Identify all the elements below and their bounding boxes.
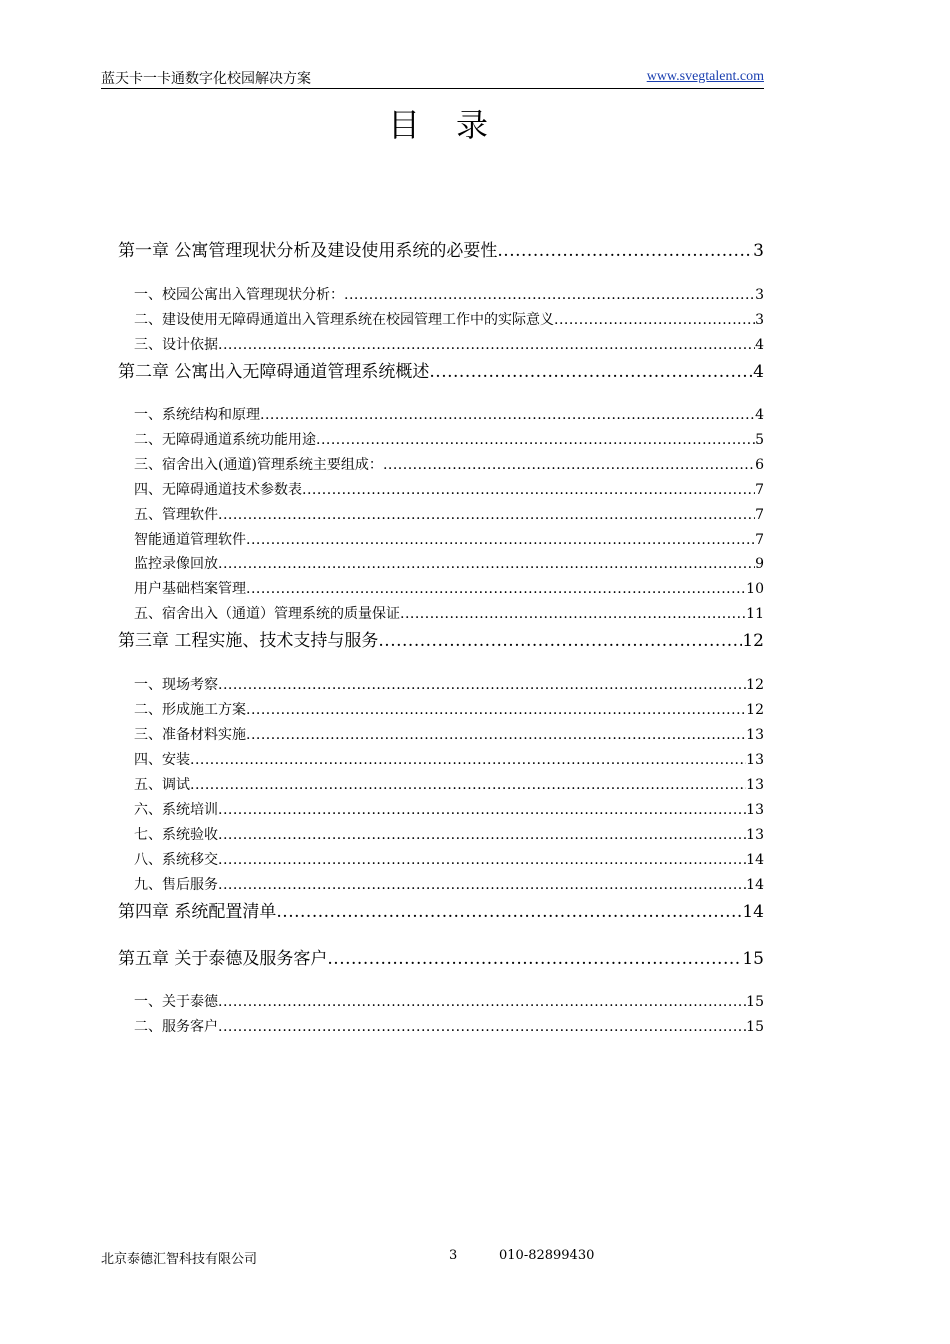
toc-page-number: 4: [755, 407, 764, 423]
footer-phone: 010-82899430: [499, 1248, 595, 1263]
toc-section-entry[interactable]: [134, 749, 764, 769]
toc-section-entry[interactable]: [134, 674, 764, 694]
toc-section-entry[interactable]: [134, 309, 764, 329]
toc-entry-title: 二、服务客户: [134, 1019, 218, 1035]
toc-entry-title: 五、宿舍出入（通道）管理系统的质量保证: [134, 606, 400, 622]
toc-entry-title: 三、宿舍出入(通道)管理系统主要组成：: [134, 457, 383, 473]
toc-entry-title: 一、现场考察: [134, 677, 218, 693]
toc-entry-title: 四、安装: [134, 752, 190, 768]
toc-leader-dots: [218, 337, 755, 353]
toc-leader-dots: [218, 994, 746, 1010]
header-title: 蓝天卡一卡通数字化校园解决方案: [101, 71, 311, 87]
toc-entry-title: 智能通道管理软件: [134, 532, 246, 548]
toc-page-number: 13: [746, 752, 764, 768]
toc-page-number: 15: [746, 1019, 764, 1035]
toc-entry-title: 七、系统验收: [134, 827, 218, 843]
toc-leader-dots: [246, 727, 746, 743]
toc-section-entry[interactable]: [134, 699, 764, 719]
toc-entry-title: 二、建设使用无障碍通道出入管理系统在校园管理工作中的实际意义: [134, 312, 554, 328]
toc-page-number: 12: [746, 677, 764, 693]
toc-page-number: 9: [755, 556, 764, 572]
toc-leader-dots: [190, 752, 746, 768]
toc-entry-title: 二、无障碍通道系统功能用途: [134, 432, 316, 448]
toc-chapter-entry[interactable]: [118, 357, 764, 381]
toc-page-number: 13: [746, 802, 764, 818]
toc-page-number: 13: [746, 777, 764, 793]
toc-entry-title: 一、关于泰德: [134, 994, 218, 1010]
toc-leader-dots: [383, 457, 755, 473]
toc-section-entry[interactable]: [134, 404, 764, 424]
toc-page-number: 6: [755, 457, 764, 473]
toc-page-number: 12: [746, 702, 764, 718]
toc-leader-dots: [316, 432, 755, 448]
toc-page-number: 14: [746, 877, 764, 893]
toc-leader-dots: [190, 777, 746, 793]
toc-entry-title: 六、系统培训: [134, 802, 218, 818]
footer-page-number: 3: [449, 1248, 458, 1263]
toc-leader-dots: [276, 902, 742, 922]
toc-section-entry[interactable]: [134, 1016, 764, 1036]
toc-section-entry[interactable]: [134, 799, 764, 819]
toc-section-entry[interactable]: [134, 479, 764, 499]
toc-leader-dots: [246, 581, 746, 597]
toc-leader-dots: [218, 507, 755, 523]
toc-leader-dots: [302, 482, 755, 498]
toc-entry-title: 第五章 关于泰德及服务客户: [118, 949, 328, 969]
toc-leader-dots: [218, 677, 746, 693]
toc-entry-title: 二、形成施工方案: [134, 702, 246, 718]
toc-page-number: 4: [755, 337, 764, 353]
toc-entry-title: 三、准备材料实施: [134, 727, 246, 743]
toc-page-number: 11: [746, 606, 764, 622]
toc-section-entry[interactable]: [134, 578, 764, 598]
toc-leader-dots: [218, 556, 755, 572]
toc-page-number: 14: [746, 852, 764, 868]
toc-leader-dots: [218, 852, 746, 868]
toc-page-number: 7: [755, 507, 764, 523]
toc-entry-title: 五、管理软件: [134, 507, 218, 523]
toc-leader-dots: [246, 532, 755, 548]
toc-entry-title: 用户基础档案管理: [134, 581, 246, 597]
toc-leader-dots: [218, 802, 746, 818]
toc-section-entry[interactable]: [134, 529, 764, 549]
toc-section-entry[interactable]: [134, 603, 764, 623]
toc-page-number: 3: [753, 241, 764, 261]
toc-chapter-entry[interactable]: [118, 236, 764, 260]
toc-chapter-entry[interactable]: [118, 897, 764, 921]
toc-entry-title: 监控录像回放: [134, 556, 218, 572]
toc-section-entry[interactable]: [134, 849, 764, 869]
toc-section-entry[interactable]: [134, 429, 764, 449]
toc-section-entry[interactable]: [134, 284, 764, 304]
toc-section-entry[interactable]: [134, 991, 764, 1011]
toc-section-entry[interactable]: [134, 334, 764, 354]
toc-page-number: 3: [755, 312, 764, 328]
toc-leader-dots: [218, 827, 746, 843]
toc-entry-title: 第四章 系统配置清单: [118, 902, 277, 922]
toc-chapter-entry[interactable]: [118, 626, 764, 650]
header-website-link[interactable]: www.svegtalent.com: [646, 69, 764, 84]
toc-leader-dots: [344, 287, 755, 303]
toc-page-number: 15: [742, 949, 764, 969]
toc-page-number: 7: [755, 532, 764, 548]
toc-page-number: 14: [742, 902, 764, 922]
toc-leader-dots: [497, 241, 753, 261]
toc-entry-title: 四、无障碍通道技术参数表: [134, 482, 302, 498]
toc-page-number: 10: [746, 581, 764, 597]
page-header: [101, 66, 764, 89]
toc-page-number: 12: [742, 631, 764, 651]
toc-leader-dots: [218, 1019, 746, 1035]
toc-entry-title: 第二章 公寓出入无障碍通道管理系统概述: [118, 362, 430, 382]
toc-page-number: 13: [746, 827, 764, 843]
toc-entry-title: 九、售后服务: [134, 877, 218, 893]
toc-entry-title: 五、调试: [134, 777, 190, 793]
toc-page-number: 5: [755, 432, 764, 448]
toc-page-number: 15: [746, 994, 764, 1010]
toc-entry-title: 一、校园公寓出入管理现状分析：: [134, 287, 344, 303]
toc-entry-title: 第三章 工程实施、技术支持与服务: [118, 631, 379, 651]
toc-leader-dots: [327, 949, 742, 969]
toc-leader-dots: [554, 312, 755, 328]
footer-company: 北京泰德汇智科技有限公司: [101, 1252, 258, 1267]
toc-section-entry[interactable]: [134, 724, 764, 744]
toc-entry-title: 三、设计依据: [134, 337, 218, 353]
toc-page-number: 13: [746, 727, 764, 743]
toc-section-entry[interactable]: [134, 774, 764, 794]
toc-leader-dots: [400, 606, 746, 622]
toc-section-entry[interactable]: [134, 553, 764, 573]
toc-chapter-entry[interactable]: [118, 944, 764, 968]
toc-entry-title: 一、系统结构和原理: [134, 407, 260, 423]
toc-title: 目录: [387, 106, 524, 144]
toc-entry-title: 第一章 公寓管理现状分析及建设使用系统的必要性: [118, 241, 498, 261]
toc-leader-dots: [378, 631, 742, 651]
toc-leader-dots: [260, 407, 755, 423]
toc-leader-dots: [429, 362, 753, 382]
toc-section-entry[interactable]: [134, 874, 764, 894]
toc-section-entry[interactable]: [134, 504, 764, 524]
toc-section-entry[interactable]: [134, 454, 764, 474]
toc-leader-dots: [218, 877, 746, 893]
toc-entry-title: 八、系统移交: [134, 852, 218, 868]
toc-leader-dots: [246, 702, 746, 718]
toc-section-entry[interactable]: [134, 824, 764, 844]
toc-page-number: 7: [755, 482, 764, 498]
toc-page-number: 4: [753, 362, 764, 382]
toc-page-number: 3: [755, 287, 764, 303]
